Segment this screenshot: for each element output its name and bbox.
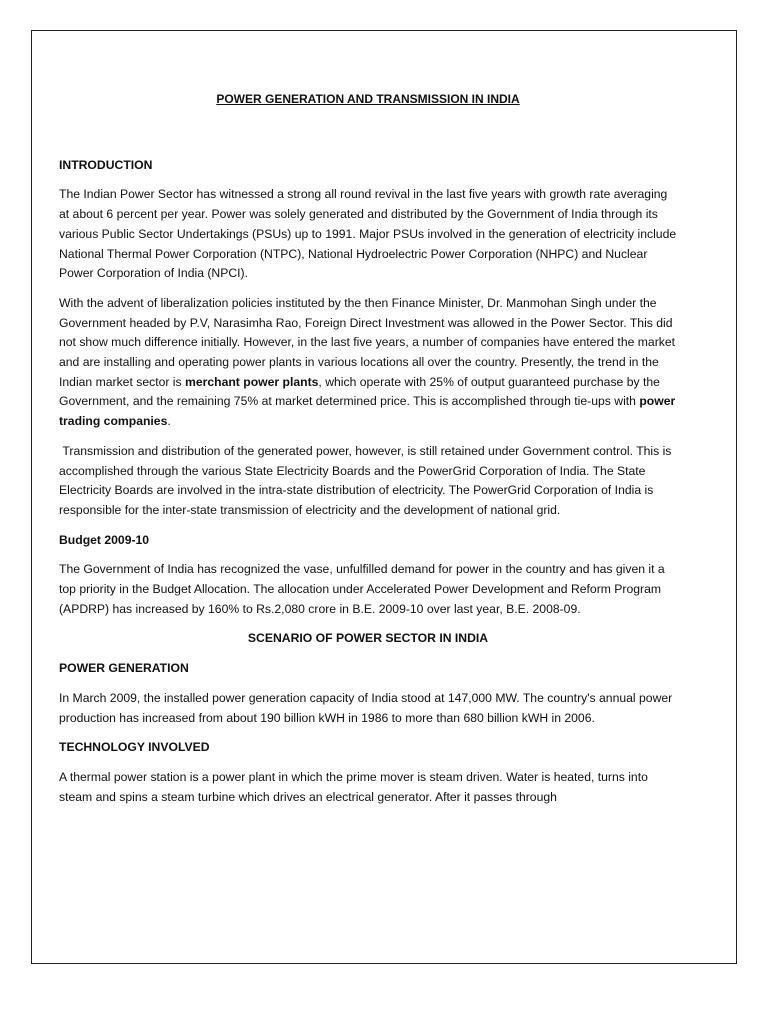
power-trading-companies-term: power trading companies [59, 394, 676, 429]
liberalization-text-3: . [167, 414, 171, 429]
intro-paragraph: The Indian Power Sector has witnessed a strong all round revival in the last five years with growth rate averaging at about 6 percent per year. Power was solely generated and distributed by the Government of India through its various Public Sector Undertakings (PSUs) up to 1991. Major PSUs involved in the generation of electricity include National Thermal Power Corporation (NTPC), National Hydroelectric Power Corporation (NHPC) and Nuclear Power Corporation of India (NPCI). [59, 187, 677, 281]
technology-paragraph: A thermal power station is a power plant in which the prime mover is steam driven. Water is heated, turns into steam and spins a steam turbine which drives an electrical generator. After it passes through [59, 769, 648, 804]
merchant-power-plants-term: merchant power plants [185, 374, 319, 389]
budget-heading: Budget 2009-10 [59, 532, 150, 547]
document-body [59, 90, 677, 817]
document-title: POWER GENERATION AND TRANSMISSION IN INDIA [216, 92, 520, 106]
liberalization-text-2: , which operate with 25% of output guaranteed purchase by the Government, and the remaining 75% at market determined price. This is accomplished through tie-ups with [59, 374, 660, 409]
power-generation-paragraph: In March 2009, the installed power generation capacity of India stood at 147,000 MW. The country's annual power production has increased from about 190 billion kWH in 1986 to more than 680 billion kWH in 2006. [59, 690, 673, 725]
transmission-paragraph: Transmission and distribution of the generated power, however, is still retained under Government control. This is accomplished through the various State Electricity Boards and the PowerGrid Corporation of India. The State Electricity Boards are involved in the intra-state distribution of electricity. The PowerGrid Corporation of India is responsible for the inter-state transmission of electricity and the development of national grid. [59, 443, 675, 517]
liberalization-paragraph [59, 294, 677, 432]
budget-paragraph: The Government of India has recognized the vase, unfulfilled demand for power in the country and has given it a top priority in the Budget Allocation. The allocation under Accelerated Power Development and Reform Program (APDRP) has increased by 160% to Rs.2,080 crore in B.E. 2009-10 over last year, B.E. 2008-09. [59, 562, 665, 616]
liberalization-text-1: With the advent of liberalization policies instituted by the then Finance Minister, Dr. Manmohan Singh under the Government headed by P.V, Narasimha Rao, Foreign Direct Investment was allowed in the Power Sector. This did not show much difference initially. However, in the last five years, a number of companies have entered the market and are installing and operating power plants in various locations all over the country. Presently, the trend in the Indian market sector is [59, 295, 676, 389]
technology-heading: TECHNOLOGY INVOLVED [59, 740, 210, 755]
scenario-heading: SCENARIO OF POWER SECTOR IN INDIA [247, 631, 489, 646]
power-generation-heading: POWER GENERATION [59, 661, 189, 676]
introduction-heading: INTRODUCTION [59, 157, 153, 172]
